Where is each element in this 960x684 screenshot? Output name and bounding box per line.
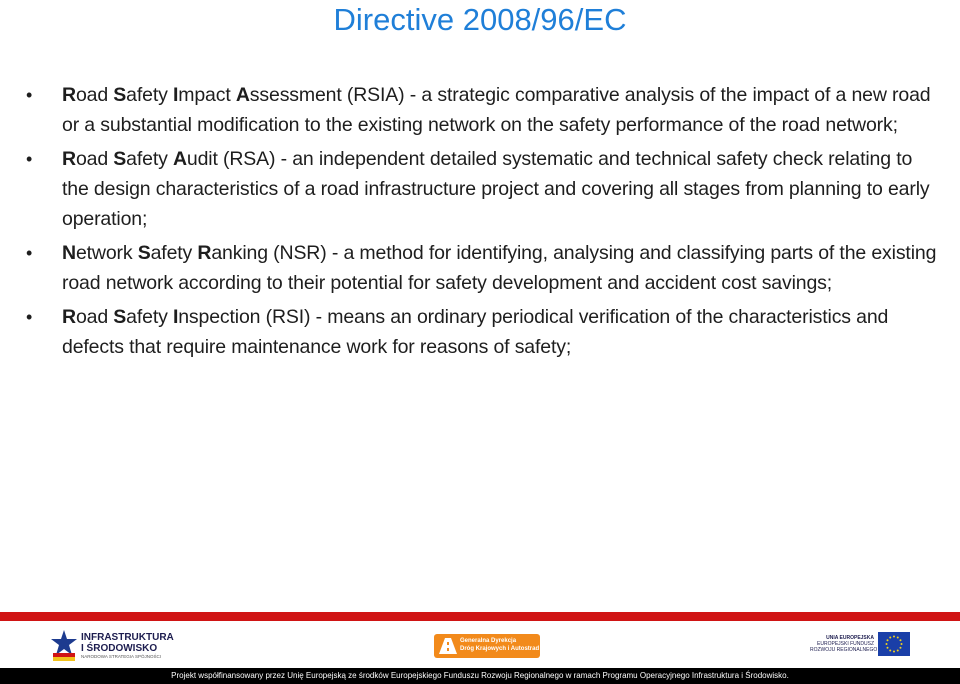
eu-star — [899, 639, 901, 641]
eu-star — [899, 647, 901, 649]
logo-center-line2: Dróg Krajowych i Autostrad — [460, 646, 540, 652]
logo-center-line1: Generalna Dyrekcja — [460, 638, 517, 644]
logo-left-line2: I ŚRODOWISKO — [81, 643, 158, 654]
bullet-text-segment: nspection (RSI) - means an ordinary periodical verification of the characteristics and defects that require maintenance work for reasons of safety; — [62, 306, 889, 358]
eu-flag-icon — [878, 632, 910, 656]
bullet-text-segment: anking (NSR) - a method for identifying, analysing and classifying parts of the existing road network according to their potential for safety development and accident cost savings; — [62, 242, 937, 294]
infrastruktura-logo — [50, 629, 180, 665]
bullet-text-segment: afety — [126, 306, 173, 328]
logo-right-line2: EUROPEJSKI FUNDUSZ — [817, 641, 874, 647]
bullet-text — [62, 242, 936, 294]
acronym-initial: S — [113, 306, 127, 328]
bullet-text-segment: oad — [75, 84, 114, 106]
logo-center-text — [460, 637, 539, 653]
bullet-text — [62, 306, 888, 358]
eu-star — [893, 651, 895, 653]
bullet-marker: • — [26, 307, 33, 327]
eu-star — [889, 637, 891, 639]
logo-left-title — [81, 632, 174, 654]
bullet-text-segment: etwork — [75, 242, 138, 264]
acronym-initial: S — [137, 242, 151, 264]
eu-star — [887, 647, 889, 649]
eu-star — [893, 636, 895, 638]
gddkia-logo — [434, 634, 540, 658]
eu-star — [889, 649, 891, 651]
bullet-text-segment: afety — [150, 242, 198, 264]
logo-right-line3: ROZWOJU REGIONALNEGO — [810, 647, 878, 653]
bullet-text — [62, 84, 930, 136]
eu-logo — [810, 632, 912, 662]
acronym-initial: R — [62, 306, 76, 328]
logo-right-line1: UNIA EUROPEJSKA — [826, 635, 874, 641]
acronym-initial: I — [172, 84, 179, 106]
bullet-rsa — [26, 144, 941, 234]
bullet-text-segment: udit (RSA) - an independent detailed systematic and technical safety check relating to the design characteristics of a road infrastructure project and covering all stages from planning to early operation; — [62, 148, 930, 230]
acronym-initial: R — [197, 242, 212, 264]
acronym-initial: A — [172, 148, 187, 170]
acronym-initial: R — [62, 148, 76, 170]
logo-right-text — [810, 635, 878, 653]
acronym-initial: R — [62, 84, 76, 106]
bullet-text-segment: afety — [126, 84, 173, 106]
bullet-text-segment: ssessment (RSIA) - a strategic comparative analysis of the impact of a new road or a substantial modification to the existing network on the safety performance of the road network; — [62, 84, 931, 136]
bullet-nsr — [26, 238, 941, 298]
road-icon — [437, 636, 459, 656]
bullet-text-segment: mpact — [178, 84, 236, 106]
bullet-rsia — [26, 80, 941, 140]
funding-note: Projekt współfinansowany przez Unię Europejską ze środków Europejskiego Funduszu Rozwoju Regionalnego w ramach Programu Operacyjnego Infrastruktura i Środowisko. — [0, 668, 960, 684]
logo-left-line1: INFRASTRUKTURA — [81, 632, 174, 643]
acronym-initial: N — [62, 242, 76, 264]
star-flag-icon — [50, 629, 78, 663]
acronym-initial: A — [235, 84, 250, 106]
bullet-text — [62, 148, 929, 230]
footer-divider — [0, 612, 960, 621]
bullet-text-segment: afety — [126, 148, 173, 170]
acronym-initial: S — [113, 84, 127, 106]
bullet-marker: • — [26, 149, 33, 169]
eu-star — [897, 637, 899, 639]
definitions-list — [26, 80, 941, 366]
eu-star — [886, 643, 888, 645]
bullet-text-segment: oad — [75, 306, 114, 328]
bullet-marker: • — [26, 85, 33, 105]
acronym-initial: I — [172, 306, 179, 328]
eu-star — [901, 643, 903, 645]
bullet-marker: • — [26, 243, 33, 263]
bullet-text-segment: oad — [75, 148, 114, 170]
logo-left-subtitle: NARODOWA STRATEGIA SPÓJNOŚCI — [81, 654, 162, 659]
slide-title: Directive 2008/96/EC — [333, 2, 627, 37]
eu-star — [887, 639, 889, 641]
acronym-initial: S — [113, 148, 127, 170]
eu-star — [897, 649, 899, 651]
bullet-rsi — [26, 302, 941, 362]
